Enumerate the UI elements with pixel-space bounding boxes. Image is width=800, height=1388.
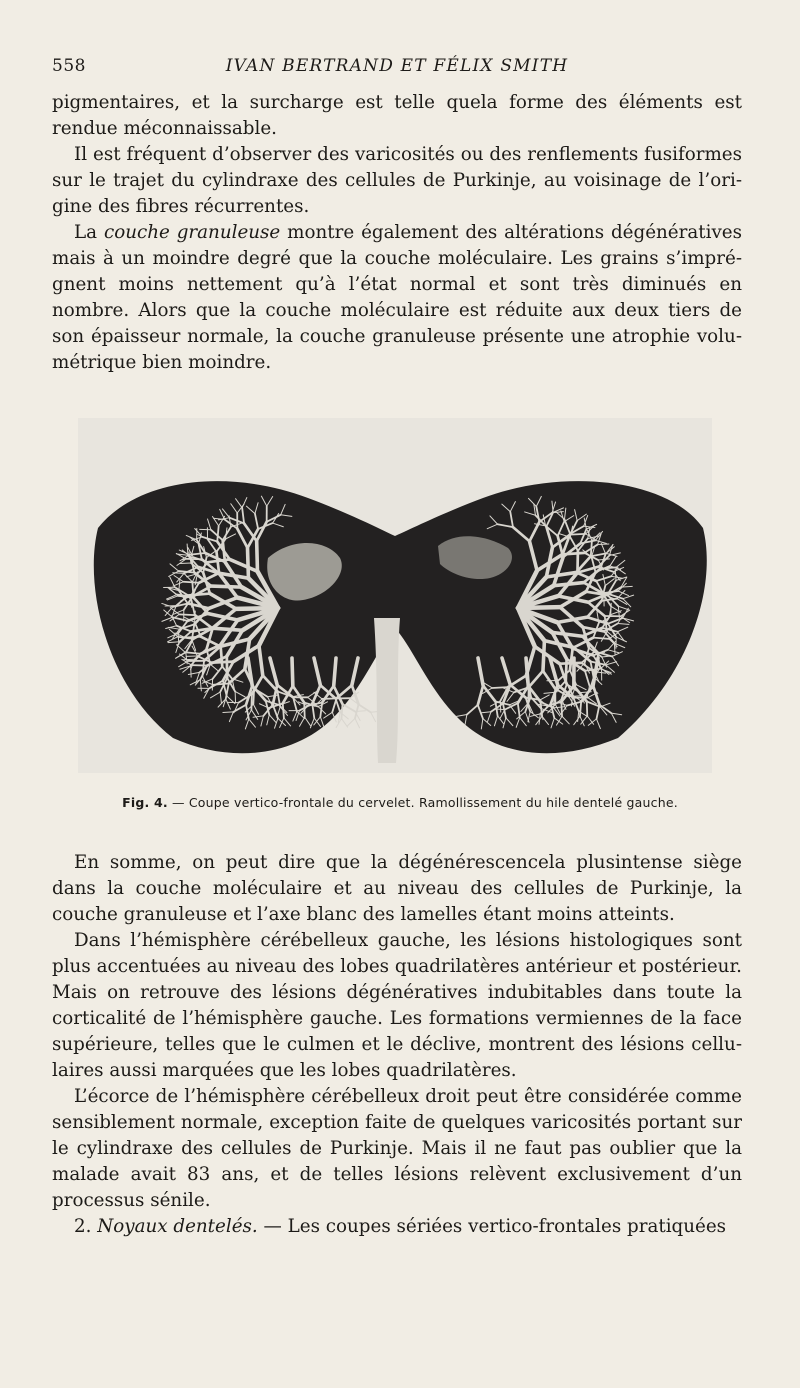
running-head [52,56,742,80]
paragraph-hemisphere-gauche: Dans l’hémisphère cérébelleux gauche, les lésions histologiques sont plus accentuées au niveau des lobes quadrilatères antérieur et postérieur. Mais on retrouve des lésions dégénératives indubitables dans toute la corticalité de l’hémisphère gauche. Les formations vermiennes de la face supérieure, telles que le culmen et le déclive, montrent des lésions cellulaires aussi marquées que les lobes quadrilatères. [52,930,742,1081]
paragraph-couche-granuleuse [52,220,742,376]
bottom-text-block [52,850,742,1240]
folium-branch [257,541,258,571]
folium-branch [526,658,528,686]
paragraph-body: montre également des altérations dégénératives mais à un moindre degré que la couche moléculaire. Les grains s’imprégnent moins nettement qu’à l’état normal et sont très diminués en nombre. Alors que la couche moléculaire est réduite aux deux tiers de son épaisseur normale, la couche granuleuse présente une atrophie volumétrique bien moindre. [52,222,742,373]
figure-caption-text: — Coupe vertico-frontale du cervelet. Ramollissement du hile dentelé gauche. [172,795,678,810]
vermis-notch [374,618,400,763]
folium-branch [213,683,229,684]
figure-cerebellum-section [78,418,712,773]
figure-label: Fig. 4. [122,795,168,810]
paragraph-body: — Les coupes sériées vertico-frontales pratiquées [257,1216,727,1237]
folium-branch [593,638,609,639]
folium-branch [211,586,241,587]
cerebellum-section-image [78,418,712,773]
folium-branch [598,544,609,545]
section-number: 2. [74,1216,98,1237]
page-number: 558 [52,56,86,76]
folium-branch [179,614,195,615]
folium-branch [322,698,337,699]
folium-branch [221,645,223,667]
folium-branch [543,641,544,671]
folium-branch [183,582,199,583]
top-text-block [52,90,742,376]
folium-branch [292,658,293,686]
folium-branch [334,658,336,686]
folium-branch [253,689,254,705]
emphasis-couche-granuleuse: couche granuleuse [103,222,281,243]
paragraph-en-somme: En somme, on peut dire que la dégénérescencela plusintense siège dans la couche moléculaire et au niveau des cellules de Purkinje, la couche granuleuse et l’axe blanc des lamelles étant moins atteints. [52,852,742,925]
section-heading: Noyaux dentelés. [97,1216,258,1237]
paragraph-continuation: pigmentaires, et la surcharge est telle quela forme des éléments est rendue méconnaissable. [52,92,742,139]
running-title: IVAN BERTRAND ET FÉLIX SMITH [225,56,569,76]
paragraph-varicosites: Il est fréquent d’observer des varicosités ou des renflements fusiformes sur le trajet du cylindraxe des cellules de Purkinje, au voisinage de l’origine des fibres récurrentes. [52,144,742,217]
paragraph-lead: La [74,222,104,243]
folium-branch [283,703,284,717]
figure-caption [60,795,740,810]
folium-branch [183,659,194,660]
folium-branch [341,704,342,718]
paragraph-noyaux-dentelés [52,1214,742,1240]
folium-branch [580,702,581,716]
folium-branch [587,701,588,716]
folium-branch [560,663,582,664]
folium-branch [518,607,560,608]
folium-branch [247,548,248,578]
folium-branch [591,541,592,557]
folium-branch [223,712,233,713]
paragraph-hemisphere-droit: L’écorce de l’hémisphère cérébelleux droit peut être considérée comme sensiblement normale, exception faite de quelques varicosités portant sur le cylindraxe des cellules de Purkinje. Mais il ne faut pas oublier que la malade avait 83 ans, et de telles lésions relèvent exclusivement d’un processus sénile. [52,1086,742,1211]
folium-branch [212,628,242,630]
folium-branch [492,687,508,688]
